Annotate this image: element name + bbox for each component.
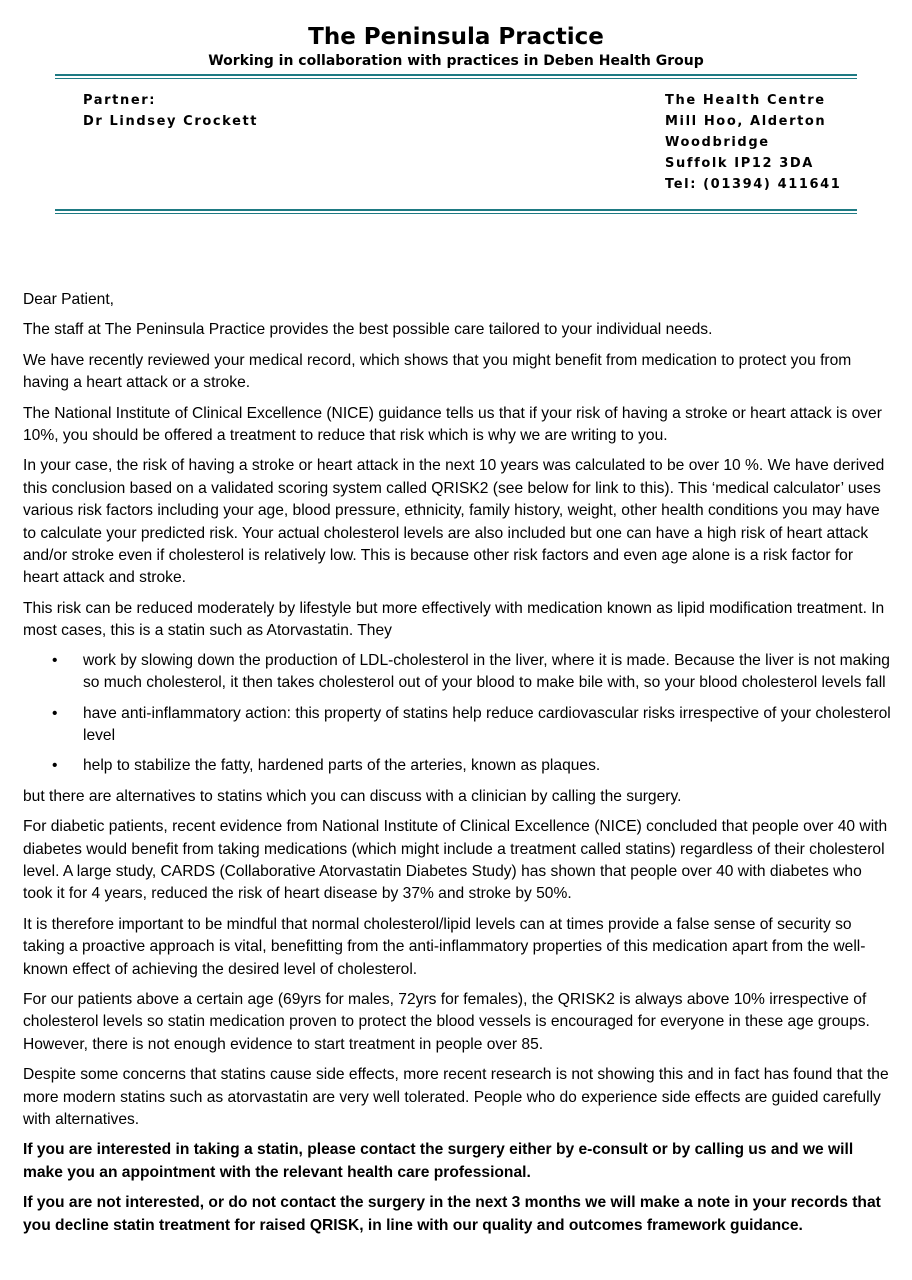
decline-notice-paragraph: If you are not interested, or do not contact the surgery in the next 3 months we will make a note in your records that you decline statin treatment for raised QRISK, in line with our quality and outcomes framework guidance.	[23, 1194, 881, 1234]
body-paragraph: It is therefore important to be mindful that normal cholesterol/lipid levels can at times provide a false sense of security so taking a proactive approach is vital, benefitting from the anti-inflammatory properties of this medication apart from the well-known effect of achieving the desired level of cholesterol.	[23, 915, 866, 978]
list-item	[23, 650, 891, 695]
top-divider	[55, 74, 857, 79]
list-item	[23, 755, 891, 777]
address-block	[665, 90, 841, 195]
address-line: Mill Hoo, Alderton	[665, 114, 827, 129]
address-line: Woodbridge	[665, 135, 770, 150]
partner-block	[83, 90, 258, 132]
body-paragraph: In your case, the risk of having a stroke or heart attack in the next 10 years was calculated to be over 10 %. We have derived this conclusion based on a validated scoring system called QRISK2 (see below for link to this). This ‘medical calculator’ uses various risk factors including your age, blood pressure, ethnicity, family history, weight, other health conditions you may have to calculate your predicted risk. Your actual cholesterol levels are also included but one can have a high risk of heart attack and/or stroke even if cholesterol is relatively low. This is because other risk factors and even age alone is a risk factor for heart attack and stroke.	[23, 457, 885, 587]
body-paragraph: For diabetic patients, recent evidence from National Institute of Clinical Excellence (NICE) concluded that people over 40 with diabetes would benefit from taking medications (which might include a treatment called statins) regardless of their cholesterol level. A large study, CARDS (Collaborative Atorvastatin Diabetes Study) has shown that people over 40 with diabetes who took it for 4 years, reduced the risk of heart disease by 37% and stroke by 50%.	[23, 818, 888, 903]
body-paragraph: but there are alternatives to statins which you can discuss with a clinician by calling the surgery.	[23, 787, 682, 805]
partner-label: Partner:	[83, 93, 157, 108]
partner-name: Dr Lindsey Crockett	[83, 114, 259, 129]
body-paragraph: This risk can be reduced moderately by lifestyle but more effectively with medication known as lipid modification treatment. In most cases, this is a statin such as Atorvastatin. They	[23, 599, 885, 640]
list-item-text: work by slowing down the production of LDL-cholesterol in the liver, where it is made. Because the liver is not making so much cholesterol, it then takes cholesterol out of your blood to make bile with, so your blood cholesterol levels fall	[83, 651, 890, 692]
list-item-text: have anti-inflammatory action: this property of statins help reduce cardiovascular risks irrespective of your cholesterol level	[83, 704, 891, 744]
bullet-icon: •	[52, 651, 58, 669]
body-paragraph: The staff at The Peninsula Practice provides the best possible care tailored to your individual needs.	[23, 321, 713, 339]
address-line: The Health Centre	[665, 93, 826, 108]
telephone-line: Tel: (01394) 411641	[665, 177, 842, 192]
salutation: Dear Patient,	[23, 291, 115, 308]
practice-subtitle: Working in collaboration with practices in Deben Health Group	[208, 53, 704, 69]
bullet-icon: •	[52, 704, 58, 722]
address-line: Suffolk IP12 3DA	[665, 156, 814, 171]
body-paragraph: For our patients above a certain age (69yrs for males, 72yrs for females), the QRISK2 is always above 10% irrespective of cholesterol levels so statin medication proven to protect the blood vessels is encouraged for everyone in these age groups. However, there is not enough evidence to start treatment in people over 85.	[23, 990, 870, 1053]
list-item-text: help to stabilize the fatty, hardened parts of the arteries, known as plaques.	[83, 757, 601, 775]
bullet-icon: •	[52, 757, 58, 775]
body-paragraph: We have recently reviewed your medical record, which shows that you might benefit from medication to protect you from having a heart attack or a stroke.	[23, 351, 852, 392]
call-to-action-paragraph: If you are interested in taking a statin, please contact the surgery either by e-consult or by calling us and we will make you an appointment with the relevant health care professional.	[23, 1141, 854, 1181]
statin-benefits-list	[23, 650, 891, 778]
list-item	[23, 703, 891, 748]
letter-body	[23, 289, 891, 1245]
body-paragraph: The National Institute of Clinical Excellence (NICE) guidance tells us that if your risk of having a stroke or heart attack is over 10%, you should be offered a treatment to reduce that risk which is why we are writing to you.	[23, 404, 882, 445]
bottom-divider	[55, 209, 857, 214]
body-paragraph: Despite some concerns that statins cause side effects, more recent research is not showing this and in fact has found that the more modern statins such as atorvastatin are very well tolerated. People who do experience side effects are guided carefully with alternatives.	[23, 1066, 889, 1128]
practice-name: The Peninsula Practice	[308, 24, 604, 50]
